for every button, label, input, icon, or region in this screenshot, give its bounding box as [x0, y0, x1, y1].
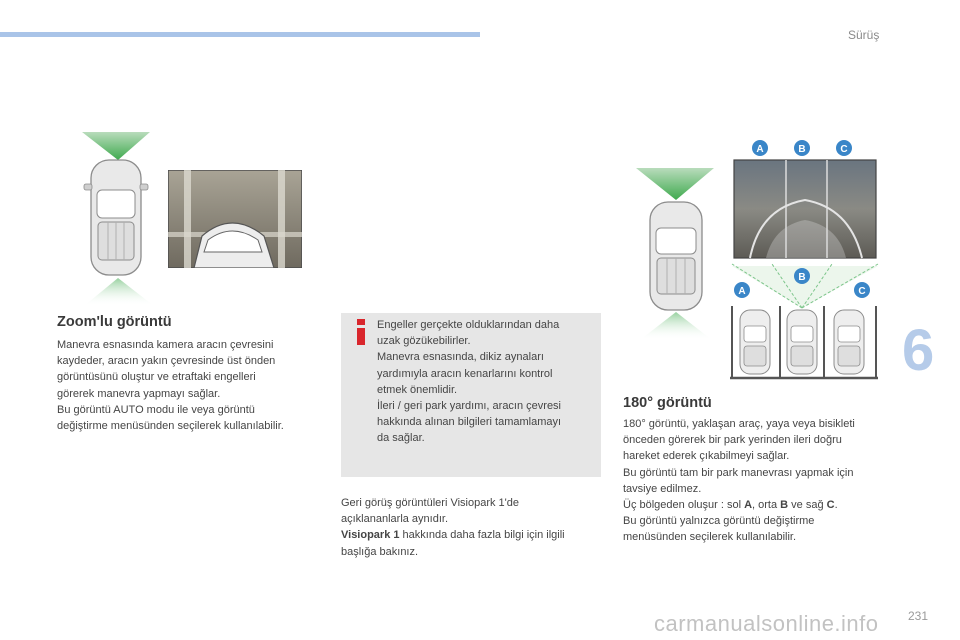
text-fragment: ve sağ [788, 499, 827, 512]
text-line: görüntüsünü oluştur ve etraftaki engelleri [57, 371, 256, 384]
text-line: hareket ederek çıkabilmeyi sağlar. [623, 450, 790, 463]
text-fragment: hakkında daha fazla bilgi için ilgili [399, 529, 565, 542]
view180-zone-diagram [728, 256, 880, 382]
label-a: A [738, 286, 746, 297]
text-line: Bu görüntü yalnızca görüntü değiştirme [623, 515, 815, 528]
parked-car [787, 310, 817, 374]
label-b: B [798, 272, 806, 283]
text-line: tavsiye edilmez. [623, 482, 702, 495]
zone-c: C [826, 499, 835, 512]
text-line: değiştirme menüsünden seçilerek kullanılabilir. [57, 420, 284, 433]
zoom-view-camera-screen [168, 170, 302, 268]
label-c: C [840, 144, 848, 155]
text-line: kaydeder, aracın yakın çevresinde üst önden [57, 355, 276, 368]
text-line: menüsünden seçilerek kullanılabilir. [623, 531, 797, 544]
text-line: yardımıyla aracın kenarlarını kontrol [377, 367, 553, 380]
text-line: İleri / geri park yardımı, aracın çevresi [377, 400, 562, 413]
text-line: 180° görüntü, yaklaşan araç, yaya veya bisikleti [623, 418, 855, 430]
text-line: Geri görüş görüntüleri Visiopark 1'de [341, 497, 519, 509]
chapter-title: Sürüş [848, 28, 880, 42]
zoom-view-description [57, 337, 327, 434]
view180-camera-screen [730, 138, 880, 262]
zoom-view-car-illustration [78, 130, 160, 312]
zone-b: B [780, 499, 789, 512]
text-line: Manevra esnasında kamera aracın çevresini [57, 339, 274, 351]
text-line: uzak gözükebilirler. [377, 335, 471, 348]
text-line: da sağlar. [377, 432, 425, 445]
info-box [341, 313, 601, 477]
text-line: etmek önemlidir. [377, 383, 458, 396]
chapter-number: 6 [902, 318, 935, 383]
text-line: Manevra esnasında, dikiz aynaları [377, 351, 544, 364]
text-line: görerek manevra yapmayı sağlar. [57, 387, 221, 400]
page-number: 231 [908, 609, 929, 623]
text-line: önceden görerek bir park yerinden ileri doğru [623, 434, 842, 447]
header-accent-bar [0, 32, 480, 37]
label-c: C [858, 286, 866, 297]
parked-car [740, 310, 770, 374]
text-line: Bu görüntü AUTO modu ile veya görüntü [57, 403, 255, 416]
watermark: carmanualsonline.info [654, 611, 879, 636]
label-a: A [756, 144, 764, 155]
view180-description [623, 416, 895, 546]
visiopark-reference: Visiopark 1 [341, 529, 400, 542]
zoom-view-heading: Zoom'lu görüntü [57, 314, 172, 330]
info-box-text [377, 317, 561, 447]
parked-car [834, 310, 864, 374]
text-line: hakkında alınan bilgileri tamamlamayı [377, 416, 562, 429]
text-line [341, 527, 603, 543]
text-fragment: Üç bölgeden oluşur : sol [623, 499, 745, 512]
zone-a: A [744, 499, 753, 512]
text-fragment: , orta [752, 499, 781, 512]
info-icon [353, 319, 369, 347]
visiopark-note [341, 495, 603, 560]
text-fragment: . [834, 499, 838, 512]
text-line: açıklananlarla aynıdır. [341, 513, 449, 526]
view180-car-illustration [632, 166, 722, 344]
text-line: Engeller gerçekte olduklarından daha [377, 319, 560, 331]
text-line: başlığa bakınız. [341, 545, 419, 558]
view180-heading: 180° görüntü [623, 395, 712, 411]
text-line: Bu görüntü tam bir park manevrası yapmak için [623, 466, 854, 479]
label-b: B [798, 144, 806, 155]
text-line [623, 497, 895, 513]
